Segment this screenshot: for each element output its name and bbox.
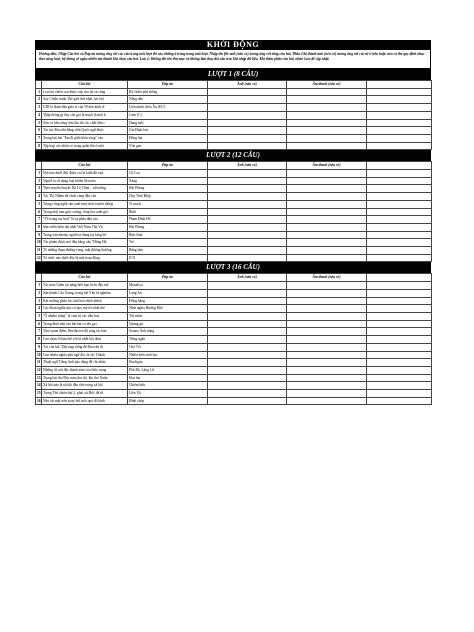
sound-cell[interactable] bbox=[287, 351, 367, 359]
table-header-row bbox=[36, 81, 432, 89]
question-cell[interactable]: Tác Thi Nhâm đã chơn vàng đâu vào bbox=[42, 193, 128, 201]
question-number: 1 bbox=[36, 170, 42, 178]
table-row bbox=[36, 247, 432, 255]
image-cell[interactable] bbox=[208, 374, 287, 382]
sound-cell[interactable] bbox=[287, 134, 367, 142]
extra-cell[interactable] bbox=[367, 397, 432, 405]
question-number: 6 bbox=[36, 127, 42, 135]
answer-cell[interactable]: Hooligan bbox=[128, 359, 208, 367]
table-row bbox=[36, 170, 432, 178]
answer-cell[interactable]: Trẻ bbox=[128, 239, 208, 247]
question-number: 12 bbox=[36, 366, 42, 374]
question-number: 11 bbox=[36, 247, 42, 255]
image-cell[interactable] bbox=[208, 247, 287, 255]
sound-cell[interactable] bbox=[287, 170, 367, 178]
sound-cell[interactable] bbox=[287, 297, 367, 305]
sound-cell[interactable] bbox=[287, 111, 367, 119]
question-number: 2 bbox=[36, 96, 42, 104]
table-row bbox=[36, 200, 432, 208]
question-cell[interactable]: Tập hợp các nhân có trong quần thể ở một bbox=[42, 142, 128, 150]
image-cell[interactable] bbox=[208, 208, 287, 216]
image-cell[interactable] bbox=[208, 104, 287, 112]
image-cell[interactable] bbox=[208, 239, 287, 247]
sound-cell[interactable] bbox=[287, 193, 367, 201]
image-cell[interactable] bbox=[208, 134, 287, 142]
question-number: 3 bbox=[36, 297, 42, 305]
table-row bbox=[36, 104, 432, 112]
answer-cell[interactable]: Đồng lúa bbox=[128, 134, 208, 142]
table-row bbox=[36, 328, 432, 336]
header-sound: Âm thanh (nếu có) bbox=[287, 162, 367, 170]
table-row bbox=[36, 359, 432, 367]
answer-cell[interactable]: Hải Phòng bbox=[128, 185, 208, 193]
question-cell[interactable]: Trong văn nhoàn, người ta dùng tay lăng bờ bbox=[42, 231, 128, 239]
table-row bbox=[36, 312, 432, 320]
sound-cell[interactable] bbox=[287, 289, 367, 297]
question-number: 8 bbox=[36, 336, 42, 344]
image-cell[interactable] bbox=[208, 359, 287, 367]
question-cell[interactable]: Loại bộ chiều cao được cấp cho tất cả công bbox=[42, 88, 128, 96]
table-row bbox=[36, 397, 432, 405]
question-number: 5 bbox=[36, 200, 42, 208]
question-cell[interactable]: Tổ chức nào dưới đây là một hoạt động bbox=[42, 254, 128, 262]
image-cell[interactable] bbox=[208, 336, 287, 344]
question-cell[interactable]: Sơn cơ khu sống tôm lúa tốt các chất hữu c bbox=[42, 119, 128, 127]
question-number: 9 bbox=[36, 231, 42, 239]
image-cell[interactable] bbox=[208, 193, 287, 201]
question-cell[interactable]: Con chim là bàn thể với kì nhất hội đem bbox=[42, 336, 128, 344]
header-answer: Đáp án bbox=[128, 81, 208, 89]
table-row bbox=[36, 208, 432, 216]
extra-cell[interactable] bbox=[367, 142, 432, 150]
question-number: 5 bbox=[36, 312, 42, 320]
table-row bbox=[36, 374, 432, 382]
question-cell[interactable]: Trong bài thơ Đây mùa thu tới, khi thơ Xuân bbox=[42, 374, 128, 382]
question-number: 8 bbox=[36, 142, 42, 150]
table-row bbox=[36, 142, 432, 150]
answer-cell[interactable]: Vốn gen bbox=[128, 142, 208, 150]
table-row bbox=[36, 382, 432, 390]
header-image: Ảnh (nếu có) bbox=[208, 274, 287, 282]
answer-cell[interactable]: Sonata Ánh trăng bbox=[128, 328, 208, 336]
sound-cell[interactable] bbox=[287, 127, 367, 135]
image-cell[interactable] bbox=[208, 142, 287, 150]
question-cell[interactable]: Khi trường phân trò chất hóa thiên nhiên bbox=[42, 297, 128, 305]
table-row bbox=[36, 297, 432, 305]
question-number: 3 bbox=[36, 185, 42, 193]
answer-cell[interactable]: Chiếm hữu bbox=[128, 382, 208, 390]
question-cell[interactable]: Các khoá nghĩa nào có quy mô trò nhất thế bbox=[42, 305, 128, 313]
sound-cell[interactable] bbox=[287, 142, 367, 150]
answer-cell[interactable]: ICO bbox=[128, 254, 208, 262]
extra-cell[interactable] bbox=[367, 193, 432, 201]
question-number: 6 bbox=[36, 208, 42, 216]
extra-cell[interactable] bbox=[367, 200, 432, 208]
image-cell[interactable] bbox=[208, 297, 287, 305]
header-image: Ảnh (nếu có) bbox=[208, 81, 287, 89]
question-cell[interactable]: Tác mùa Giêm tài năng biết bạn là ôn đây mệ bbox=[42, 282, 128, 290]
image-cell[interactable] bbox=[208, 177, 287, 185]
question-number: 7 bbox=[36, 216, 42, 224]
question-number: 7 bbox=[36, 328, 42, 336]
extra-cell[interactable] bbox=[367, 208, 432, 216]
table-row bbox=[36, 134, 432, 142]
answer-cell[interactable]: Nông dân bbox=[128, 96, 208, 104]
question-number: 8 bbox=[36, 223, 42, 231]
question-cell[interactable]: Xã hội nào là xã hội đầu tiên trong xã hội bbox=[42, 382, 128, 390]
question-cell[interactable]: Sân thành Cảo Giang, trong bài Vân tử nghiệm bbox=[42, 289, 128, 297]
image-cell[interactable] bbox=[208, 305, 287, 313]
image-cell[interactable] bbox=[208, 127, 287, 135]
sound-cell[interactable] bbox=[287, 336, 367, 344]
image-cell[interactable] bbox=[208, 382, 287, 390]
question-number: 13 bbox=[36, 374, 42, 382]
header-extra bbox=[367, 81, 432, 89]
answer-cell[interactable]: Chơ Tết bbox=[128, 343, 208, 351]
answer-cell[interactable]: Hình chóp bbox=[128, 397, 208, 405]
question-number: 4 bbox=[36, 305, 42, 313]
image-cell[interactable] bbox=[208, 366, 287, 374]
header-sound: Âm thanh (nếu có) bbox=[287, 81, 367, 89]
question-number: 5 bbox=[36, 119, 42, 127]
extra-cell[interactable] bbox=[367, 96, 432, 104]
table-row bbox=[36, 127, 432, 135]
extra-cell[interactable] bbox=[367, 216, 432, 224]
question-cell[interactable]: Sân vườn hiện đại nhất Việt Nam Tân Vũ bbox=[42, 223, 128, 231]
image-cell[interactable] bbox=[208, 351, 287, 359]
image-cell[interactable] bbox=[208, 289, 287, 297]
question-cell[interactable]: Trong Thế chiến thứ 2, phát xít Đức đã từ bbox=[42, 390, 128, 398]
extra-cell[interactable] bbox=[367, 359, 432, 367]
image-cell[interactable] bbox=[208, 328, 287, 336]
table-row bbox=[36, 343, 432, 351]
table-row bbox=[36, 177, 432, 185]
image-cell[interactable] bbox=[208, 170, 287, 178]
question-number: 10 bbox=[36, 239, 42, 247]
sound-cell[interactable] bbox=[287, 366, 367, 374]
extra-cell[interactable] bbox=[367, 119, 432, 127]
extra-cell[interactable] bbox=[367, 254, 432, 262]
question-cell[interactable]: Con nhiều nghĩa phù ngữ đọc là các Thánh bbox=[42, 351, 128, 359]
question-number: 2 bbox=[36, 289, 42, 297]
extra-cell[interactable] bbox=[367, 366, 432, 374]
header-answer: Đáp án bbox=[128, 162, 208, 170]
round-title: LƯỢT 3 (16 CÂU) bbox=[35, 262, 431, 273]
answer-cell[interactable]: Đông bằng bbox=[128, 297, 208, 305]
table-row bbox=[36, 223, 432, 231]
question-number: 4 bbox=[36, 111, 42, 119]
answer-cell[interactable]: Cổ Loa bbox=[128, 170, 208, 178]
extra-cell[interactable] bbox=[367, 320, 432, 328]
extra-cell[interactable] bbox=[367, 312, 432, 320]
sound-cell[interactable] bbox=[287, 177, 367, 185]
extra-cell[interactable] bbox=[367, 343, 432, 351]
sound-cell[interactable] bbox=[287, 96, 367, 104]
image-cell[interactable] bbox=[208, 312, 287, 320]
answer-cell[interactable]: Nhiều hiểu sinh học bbox=[128, 351, 208, 359]
extra-cell[interactable] bbox=[367, 239, 432, 247]
header-answer: Đáp án bbox=[128, 274, 208, 282]
table-row bbox=[36, 111, 432, 119]
sound-cell[interactable] bbox=[287, 216, 367, 224]
sound-cell[interactable] bbox=[287, 200, 367, 208]
quiz-sheet bbox=[35, 40, 431, 405]
answer-cell[interactable]: Bình bbox=[128, 208, 208, 216]
image-cell[interactable] bbox=[208, 254, 287, 262]
question-number: 1 bbox=[36, 282, 42, 290]
sound-cell[interactable] bbox=[287, 374, 367, 382]
image-cell[interactable] bbox=[208, 185, 287, 193]
sound-cell[interactable] bbox=[287, 254, 367, 262]
sound-cell[interactable] bbox=[287, 305, 367, 313]
answer-cell[interactable]: Gia Định báo bbox=[128, 127, 208, 135]
extra-cell[interactable] bbox=[367, 170, 432, 178]
image-cell[interactable] bbox=[208, 397, 287, 405]
image-cell[interactable] bbox=[208, 216, 287, 224]
table-row bbox=[36, 336, 432, 344]
question-number: 7 bbox=[36, 134, 42, 142]
table-row bbox=[36, 320, 432, 328]
question-number: 10 bbox=[36, 351, 42, 359]
sound-cell[interactable] bbox=[287, 390, 367, 398]
answer-cell[interactable]: Bằng tâm bbox=[128, 247, 208, 255]
rounds-container bbox=[35, 69, 431, 405]
sound-cell[interactable] bbox=[287, 320, 367, 328]
question-number: 6 bbox=[36, 320, 42, 328]
image-cell[interactable] bbox=[208, 119, 287, 127]
extra-cell[interactable] bbox=[367, 282, 432, 290]
sound-cell[interactable] bbox=[287, 231, 367, 239]
round-table bbox=[35, 161, 432, 262]
question-number: 4 bbox=[36, 193, 42, 201]
extra-cell[interactable] bbox=[367, 336, 432, 344]
answer-cell[interactable]: Phú Bồ, Lãng Lữ bbox=[128, 366, 208, 374]
image-cell[interactable] bbox=[208, 390, 287, 398]
header-sound: Âm thanh (nếu có) bbox=[287, 274, 367, 282]
extra-cell[interactable] bbox=[367, 297, 432, 305]
sound-cell[interactable] bbox=[287, 359, 367, 367]
image-cell[interactable] bbox=[208, 343, 287, 351]
question-number: 2 bbox=[36, 177, 42, 185]
header-question: Câu hỏi bbox=[42, 162, 128, 170]
extra-cell[interactable] bbox=[367, 289, 432, 297]
question-number: 12 bbox=[36, 254, 42, 262]
extra-cell[interactable] bbox=[367, 185, 432, 193]
header-question: Câu hỏi bbox=[42, 274, 128, 282]
answer-cell[interactable]: Quảng gà bbox=[128, 320, 208, 328]
sound-cell[interactable] bbox=[287, 328, 367, 336]
extra-cell[interactable] bbox=[367, 134, 432, 142]
question-cell[interactable]: Tác tác đầu tiên bằng chất Quốc ngữ được bbox=[42, 127, 128, 135]
answer-cell[interactable]: Phạm Đình Hổ bbox=[128, 216, 208, 224]
round-title: LƯỢT 1 (8 CÂU) bbox=[35, 69, 431, 80]
question-cell[interactable]: Trong một tam giác vuông, tổng hai cạnh góc bbox=[42, 208, 128, 216]
question-number: 1 bbox=[36, 88, 42, 96]
question-cell[interactable]: Trong đình nhà của bài hát có tên gọi bbox=[42, 320, 128, 328]
question-cell[interactable]: Trong bài hát "Em đi giữa biển vàng" của bbox=[42, 134, 128, 142]
answer-cell[interactable]: Nhất nghĩa Hương Khê bbox=[128, 305, 208, 313]
sound-cell[interactable] bbox=[287, 239, 367, 247]
image-cell[interactable] bbox=[208, 231, 287, 239]
header-question: Câu hỏi bbox=[42, 81, 128, 89]
extra-cell[interactable] bbox=[367, 231, 432, 239]
question-number: 3 bbox=[36, 104, 42, 112]
extra-cell[interactable] bbox=[367, 111, 432, 119]
question-number: 14 bbox=[36, 382, 42, 390]
extra-cell[interactable] bbox=[367, 382, 432, 390]
answer-cell[interactable]: Tiếng ngân bbox=[128, 336, 208, 344]
table-row bbox=[36, 282, 432, 290]
table-row bbox=[36, 119, 432, 127]
question-cell[interactable]: Theo quan điểm, Beethoven đã sáng tác bản bbox=[42, 328, 128, 336]
sound-cell[interactable] bbox=[287, 382, 367, 390]
question-number: 9 bbox=[36, 343, 42, 351]
answer-cell[interactable]: Cơm (C) bbox=[128, 111, 208, 119]
question-cell[interactable]: Tồ những đoạn đường vòng, mặt đường thường bbox=[42, 247, 128, 255]
table-row bbox=[36, 216, 432, 224]
question-cell[interactable]: Thập thông gì hay còn gọi là mạch là một k bbox=[42, 111, 128, 119]
image-cell[interactable] bbox=[208, 111, 287, 119]
extra-cell[interactable] bbox=[367, 223, 432, 231]
question-cell[interactable]: Thuật ngữ Tiếng Anh nào dùng để chỉ nhân bbox=[42, 359, 128, 367]
question-cell[interactable]: Nếu cắt mặt trên xoay bởi một quả đó hình bbox=[42, 397, 128, 405]
table-header-row bbox=[36, 274, 432, 282]
extra-cell[interactable] bbox=[367, 177, 432, 185]
extra-cell[interactable] bbox=[367, 247, 432, 255]
answer-cell[interactable]: Duy Tinh Điệp bbox=[128, 193, 208, 201]
sound-cell[interactable] bbox=[287, 185, 367, 193]
question-cell[interactable]: Suy Chiến tranh Thế giới thứ nhất, lực lượ bbox=[42, 96, 128, 104]
question-cell[interactable]: Người ta sử dụng loại nhiên liệu nào bbox=[42, 177, 128, 185]
table-row bbox=[36, 351, 432, 359]
header-extra bbox=[367, 162, 432, 170]
answer-cell[interactable]: Xăng bbox=[128, 177, 208, 185]
sound-cell[interactable] bbox=[287, 119, 367, 127]
sound-cell[interactable] bbox=[287, 247, 367, 255]
sound-cell[interactable] bbox=[287, 397, 367, 405]
question-cell[interactable]: Theo truyền thuyết, Bà Lệ Chân – nữ tướng bbox=[42, 185, 128, 193]
answer-cell[interactable]: Long An bbox=[128, 289, 208, 297]
round-table bbox=[35, 273, 432, 405]
image-cell[interactable] bbox=[208, 88, 287, 96]
header-image: Ảnh (nếu có) bbox=[208, 162, 287, 170]
answer-cell[interactable]: Bàn chân bbox=[128, 231, 208, 239]
extra-cell[interactable] bbox=[367, 88, 432, 96]
table-row bbox=[36, 88, 432, 96]
answer-cell[interactable]: Túi nilon bbox=[128, 312, 208, 320]
question-cell[interactable]: "Về trong tay bọn" là sự phân đầu của bbox=[42, 216, 128, 224]
table-row bbox=[36, 390, 432, 398]
question-cell[interactable]: GDI là đoàn đàn giáo sĩ của 59 nền kinh tế bbox=[42, 104, 128, 112]
table-row bbox=[36, 289, 432, 297]
table-header-row bbox=[36, 162, 432, 170]
question-number: 16 bbox=[36, 397, 42, 405]
question-cell[interactable]: "Ô nhiễm trắng" là cụm từ các tiêu hoả bbox=[42, 312, 128, 320]
table-row bbox=[36, 254, 432, 262]
image-cell[interactable] bbox=[208, 200, 287, 208]
answer-cell[interactable]: Vi mạch bbox=[128, 200, 208, 208]
table-row bbox=[36, 96, 432, 104]
sound-cell[interactable] bbox=[287, 104, 367, 112]
extra-cell[interactable] bbox=[367, 351, 432, 359]
question-number: 11 bbox=[36, 359, 42, 367]
question-cell[interactable]: Tác của bài "Dặt mẹp tiếng đế đầu trên đi bbox=[42, 343, 128, 351]
image-cell[interactable] bbox=[208, 223, 287, 231]
round-title: LƯỢT 2 (12 CÂU) bbox=[35, 150, 431, 161]
extra-cell[interactable] bbox=[367, 305, 432, 313]
extra-cell[interactable] bbox=[367, 127, 432, 135]
table-row bbox=[36, 185, 432, 193]
extra-cell[interactable] bbox=[367, 104, 432, 112]
answer-cell[interactable]: Hoa lau bbox=[128, 374, 208, 382]
answer-cell[interactable]: Liên minh châu Âu (EU) bbox=[128, 104, 208, 112]
question-cell[interactable]: Những từ cửa đặc thành năm còn hiểu trong bbox=[42, 366, 128, 374]
sound-cell[interactable] bbox=[287, 208, 367, 216]
image-cell[interactable] bbox=[208, 96, 287, 104]
extra-cell[interactable] bbox=[367, 374, 432, 382]
sheet-title: KHỞI ĐỘNG bbox=[35, 40, 431, 50]
answer-cell[interactable]: Monaliya bbox=[128, 282, 208, 290]
sound-cell[interactable] bbox=[287, 343, 367, 351]
image-cell[interactable] bbox=[208, 320, 287, 328]
table-row bbox=[36, 239, 432, 247]
answer-cell[interactable]: Hải Phòng bbox=[128, 223, 208, 231]
answer-cell[interactable]: Bộ chiều phổ thông bbox=[128, 88, 208, 96]
question-number: 15 bbox=[36, 390, 42, 398]
sound-cell[interactable] bbox=[287, 223, 367, 231]
header-extra bbox=[367, 274, 432, 282]
sound-cell[interactable] bbox=[287, 282, 367, 290]
question-cell[interactable]: Nơi nào dưới đây được coi là kinh đô xưa bbox=[42, 170, 128, 178]
extra-cell[interactable] bbox=[367, 390, 432, 398]
sound-cell[interactable] bbox=[287, 88, 367, 96]
extra-cell[interactable] bbox=[367, 328, 432, 336]
table-row bbox=[36, 193, 432, 201]
table-row bbox=[36, 231, 432, 239]
table-row bbox=[36, 305, 432, 313]
instructions-text: Hướng dẫn: Nhập Câu hỏi và Đáp án tương ứng với các câu trong mỗi lượt thi vào những ô trống trong mỗi lượt. Nhập tên file ảnh (nếu có) tương ứng với từng câu hỏi, Phần Ghi thành ảnh (nếu có) tương ứng với các từ ở trên hoặc nếu có thể quy định nhạc theo từng lượt, hệ thống sẽ ngẫu nhiên âm thanh khi chọn câu hỏi. Lưu ý: Không đổi tên thư mục và không làm thay đổi cấu trúc khi nhập dữ liệu. Khi thêm phần câu hỏi, nhấn Lưu để cập nhật. bbox=[35, 50, 431, 69]
question-cell[interactable]: Tác phẩm được mở đầu bằng câu "Hồng Hà bbox=[42, 239, 128, 247]
round-table bbox=[35, 80, 432, 150]
sound-cell[interactable] bbox=[287, 312, 367, 320]
table-row bbox=[36, 366, 432, 374]
answer-cell[interactable]: Liên Xô bbox=[128, 390, 208, 398]
answer-cell[interactable]: Dung môi bbox=[128, 119, 208, 127]
image-cell[interactable] bbox=[208, 282, 287, 290]
question-cell[interactable]: Trong công nghệ sản xuất máy tính truyền thống bbox=[42, 200, 128, 208]
